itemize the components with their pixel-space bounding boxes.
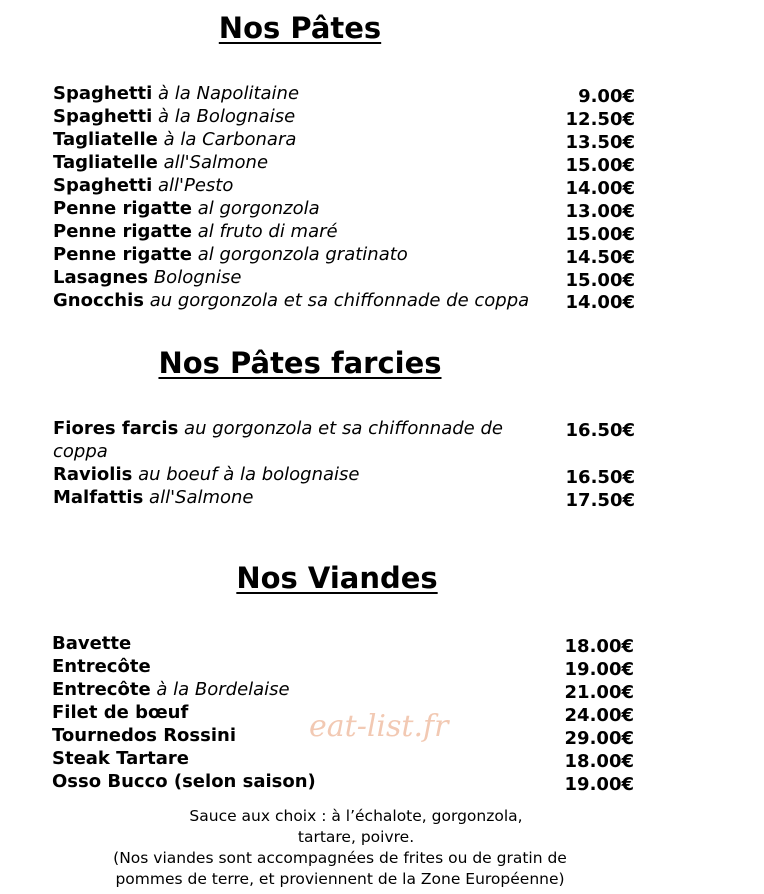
menu-item — [53, 128, 635, 151]
dish-name: Penne rigatte — [53, 198, 192, 219]
dish-price: 14.00€ — [565, 178, 635, 199]
origin-note-line1: (Nos viandes sont accompagnées de frites ou de gratin de — [113, 849, 567, 867]
menu-item — [53, 486, 635, 509]
dish-name: Tournedos Rossini — [52, 725, 237, 746]
dish-description: all'Pesto — [152, 175, 234, 196]
dish-price: 15.00€ — [565, 270, 635, 291]
dish-description: à la Bordelaise — [150, 679, 290, 700]
dish-price: 19.00€ — [564, 659, 634, 680]
dish-name: Spaghetti — [53, 175, 153, 196]
origin-note — [40, 848, 640, 890]
dish-description: au boeuf à la bolognaise — [132, 464, 360, 485]
menu-item — [53, 463, 635, 486]
dish-price: 16.50€ — [565, 467, 635, 488]
dish-name: Fiores farcis — [53, 418, 179, 439]
section-title-viandes: Nos Viandes — [236, 561, 438, 595]
section-title-farcies: Nos Pâtes farcies — [158, 346, 442, 380]
menu-item — [53, 289, 635, 335]
sauce-note-line2: tartare, poivre. — [297, 828, 415, 846]
farcies-list — [53, 417, 635, 509]
dish-name: Entrecôte — [52, 656, 151, 677]
dish-description: à la Carbonara — [157, 129, 297, 150]
dish-description: au gorgonzola et sa chiffonnade de coppa — [144, 290, 530, 311]
dish-description: al gorgonzola — [192, 198, 320, 219]
menu-item — [52, 632, 634, 655]
menu-item — [53, 151, 635, 174]
dish-price: 13.50€ — [565, 132, 635, 153]
dish-price: 12.50€ — [565, 109, 635, 130]
dish-price: 29.00€ — [564, 728, 634, 749]
dish-description: all'Salmone — [157, 152, 269, 173]
dish-text — [53, 417, 533, 463]
sauce-note-line1: Sauce aux choix : à l’échalote, gorgonzola, — [189, 807, 523, 825]
dish-price: 24.00€ — [564, 705, 634, 726]
dish-name: Penne rigatte — [53, 244, 192, 265]
dish-name: Tagliatelle — [53, 129, 158, 150]
section-title-pates: Nos Pâtes — [218, 11, 382, 45]
dish-text — [53, 289, 533, 312]
dish-description: à la Napolitaine — [152, 83, 300, 104]
dish-description: al gorgonzola gratinato — [192, 244, 408, 265]
dish-description: all'Salmone — [143, 487, 254, 508]
origin-note-line2: pommes de terre, et proviennent de la Zone Européenne) — [115, 870, 565, 888]
dish-price: 15.00€ — [565, 155, 635, 176]
dish-price: 14.50€ — [565, 247, 635, 268]
dish-name: Penne rigatte — [53, 221, 192, 242]
menu-item — [53, 82, 635, 105]
dish-name: Malfattis — [53, 487, 144, 508]
dish-description: al fruto di maré — [192, 221, 338, 242]
dish-name: Filet de bœuf — [52, 702, 189, 723]
menu-item — [53, 174, 635, 197]
watermark-logo: eat-list.fr — [309, 709, 449, 744]
dish-description: Bolognise — [148, 267, 242, 288]
dish-price: 15.00€ — [565, 224, 635, 245]
dish-price: 13.00€ — [565, 201, 635, 222]
dish-name: Steak Tartare — [52, 748, 189, 769]
dish-name: Tagliatelle — [53, 152, 158, 173]
menu-item — [53, 197, 635, 220]
dish-name: Bavette — [52, 633, 132, 654]
dish-description: à la Bolognaise — [152, 106, 296, 127]
dish-name: Gnocchis — [53, 290, 144, 311]
pates-list — [53, 82, 635, 335]
dish-price: 19.00€ — [564, 774, 634, 795]
dish-name: Spaghetti — [53, 83, 153, 104]
dish-price: 17.50€ — [565, 490, 635, 511]
dish-description: au gorgonzola et sa chiffonnade de coppa — [53, 418, 503, 462]
menu-item — [53, 105, 635, 128]
menu-item — [52, 747, 634, 770]
dish-price: 16.50€ — [565, 420, 635, 441]
dish-price: 18.00€ — [564, 751, 634, 772]
menu-item — [52, 655, 634, 678]
menu-item — [53, 417, 635, 463]
menu-item — [53, 220, 635, 243]
dish-price: 21.00€ — [564, 682, 634, 703]
dish-name: Osso Bucco (selon saison) — [52, 771, 316, 792]
dish-price: 18.00€ — [564, 636, 634, 657]
dish-price: 14.00€ — [565, 292, 635, 313]
dish-name: Spaghetti — [53, 106, 153, 127]
dish-name: Raviolis — [53, 464, 133, 485]
menu-item — [52, 678, 634, 701]
menu-item — [52, 770, 634, 793]
dish-price: 9.00€ — [578, 86, 635, 107]
dish-name: Entrecôte — [52, 679, 151, 700]
dish-name: Lasagnes — [53, 267, 149, 288]
menu-item — [53, 266, 635, 289]
menu-item — [53, 243, 635, 266]
sauce-note — [56, 806, 656, 848]
